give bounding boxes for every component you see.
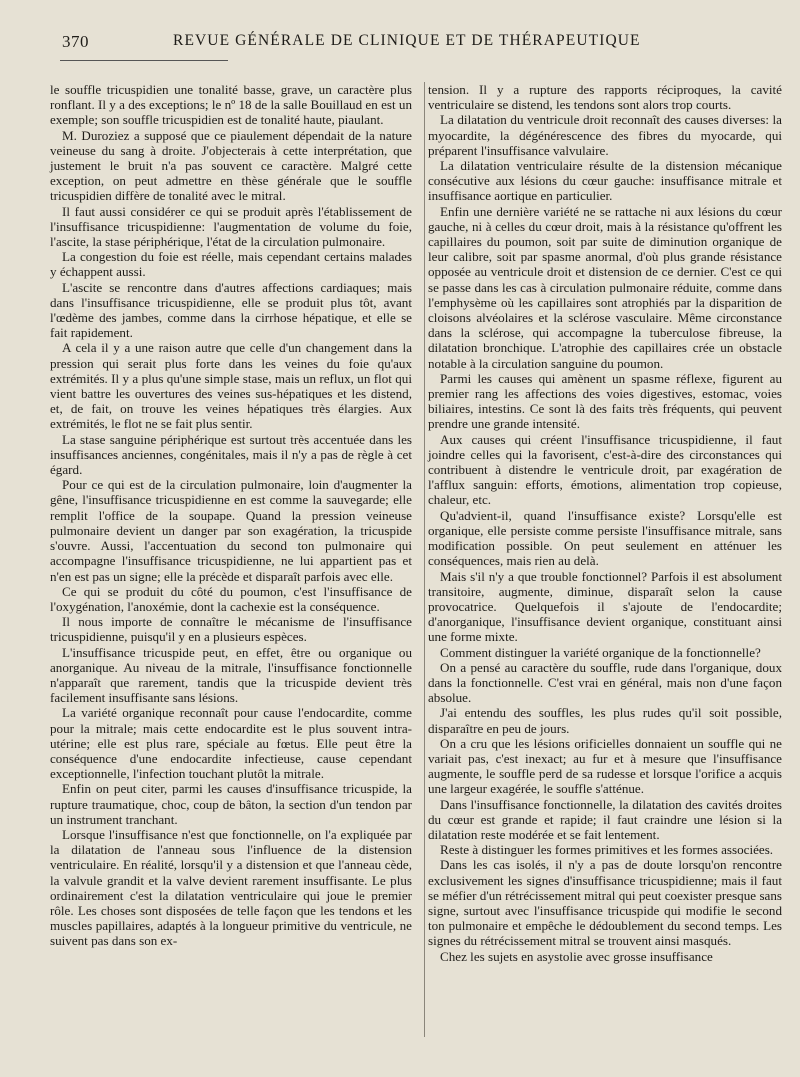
paragraph: Lorsque l'insuffisance n'est que fonctionnelle, on l'a expliquée par la dilatation de l'anneau sous l'influence de la distension ventriculaire. En réalité, lorsqu'il y a distension et que l'anneau cède, la valvule grandit et la valve devient rarement insuffisante. Le plus ordinairement c'est la dilatation ventriculaire qui joue le premier rôle. Les choses sont disposées de telle façon que les tendons et les muscles papillaires, adaptés à la longueur primitive du ventricule, ne suivent pas dans son ex- bbox=[50, 826, 412, 949]
paragraph: La stase sanguine périphérique est surtout très accentuée dans les insuffisances anciennes, congénitales, mais il n'y a pas de règle à cet égard. bbox=[50, 431, 412, 478]
paragraph: Enfin une dernière variété ne se rattache ni aux lésions du cœur gauche, ni à celles du cœur droit, mais à la résistance qu'offrent les capillaires du poumon, soit par suite de diminution organique de leur calibre, soit par spasme anormal, d'où plus grande résistance opposée au ventricule droit et distension de ce dernier. C'est ce qui se passe dans les cas à circulation pulmonaire réduite, comme dans l'emphysème où les capillaires sont atrophiés par la disparition de cloisons alvéolaires et la sclérose vasculaire. Même circonstance dans la sclérose, qui accompagne la tuberculose fibreuse, la dilatation bronchique. L'atrophie des capillaires crée un obstacle notable à la circulation sanguine du poumon. bbox=[428, 203, 782, 371]
paragraph: Il nous importe de connaître le mécanisme de l'insuffisance tricuspidienne, puisqu'il y en a plusieurs espèces. bbox=[50, 614, 412, 645]
paragraph: M. Duroziez a supposé que ce piaulement dépendait de la nature veineuse du sang à droite. J'objecterais à cette interprétation, que justement le bruit n'a pas souvent ce caractère. Malgré cette exception, on peut admettre en thèse générale que le souffle tricuspidien diffère de tonalité avec le mitral. bbox=[50, 127, 412, 204]
paragraph: La dilatation ventriculaire résulte de la distension mécanique consécutive aux lésions du cœur gauche: insuffisance mitrale et insuffisance aortique en particulier. bbox=[428, 158, 782, 204]
paragraph: A cela il y a une raison autre que celle d'un changement dans la pression qui serait plus forte dans les veines du foie qu'aux extrémités. Il y a plus qu'une simple stase, mais un reflux, un flot qui vient battre les ouvertures des veines sus-hépatiques et les distend, et, de fait, on trouve les veines hépatiques très élargies. Aux extrémités, le flot ne se fait plus sentir. bbox=[50, 340, 412, 432]
column-divider bbox=[424, 82, 425, 1037]
right-column bbox=[428, 82, 782, 964]
left-column bbox=[50, 82, 412, 949]
paragraph: Aux causes qui créent l'insuffisance tricuspidienne, il faut joindre celles qui la favorisent, c'est-à-dire des circonstances qui contribuent à distendre le ventricule droit, par exagération de l'afflux sanguin: efforts, émotions, alimentation trop copieuse, chaleur, etc. bbox=[428, 431, 782, 508]
paragraph: J'ai entendu des souffles, les plus rudes qu'il soit possible, disparaître en peu de jours. bbox=[428, 705, 782, 736]
journal-title: REVUE GÉNÉRALE DE CLINIQUE ET DE THÉRAPEUTIQUE bbox=[173, 32, 641, 49]
paragraph: tension. Il y a rupture des rapports réciproques, la cavité ventriculaire se distend, les tendons sont alors trop courts. bbox=[428, 82, 782, 113]
paragraph: Parmi les causes qui amènent un spasme réflexe, figurent au premier rang les affections des voies digestives, estomac, voies biliaires, intestins. Ce sont là des faits très fréquents, qui peuvent prendre une grande intensité. bbox=[428, 370, 782, 432]
paragraph: La variété organique reconnaît pour cause l'endocardite, comme pour la mitrale; mais cette endocardite est le plus souvent intra-utérine; elle est plus rare, spéciale au fœtus. Elle peut être la conséquence d'une endocardite infectieuse, cause cependant exceptionnelle, l'infection touchant plutôt la mitrale. bbox=[50, 705, 412, 782]
paragraph: Pour ce qui est de la circulation pulmonaire, loin d'augmenter la gêne, l'insuffisance tricuspidienne en est comme la sauvegarde; elle remplit l'office de la soupape. Quand la pression veineuse pulmonaire devient un danger par son exagération, la tricuspide s'ouvre. Aussi, l'accentuation du second ton pulmonaire qui accompagne l'insuffisance tricuspidienne, ne lui appartient pas et n'en est pas un signe; elle la précède et disparaît parfois avec elle. bbox=[50, 477, 412, 584]
paragraph: Chez les sujets en asystolie avec grosse insuffisance bbox=[440, 948, 713, 964]
paragraph: On a cru que les lésions orificielles donnaient un souffle qui ne variait pas, c'est inexact; au fur et à mesure que l'insuffisance augmente, le souffle perd de sa rudesse et lorsque l'orifice a acquis une largeur exagérée, le souffle s'atténue. bbox=[428, 735, 782, 797]
paragraph: L'insuffisance tricuspide peut, en effet, être ou organique ou anorganique. Au niveau de la mitrale, l'insuffisance fonctionnelle n'apparaît que rarement, tandis que la tricuspide devient très facilement insuffisante sans lésions. bbox=[50, 644, 412, 706]
paragraph: Reste à distinguer les formes primitives et les formes associées. bbox=[440, 842, 774, 858]
paragraph: Dans les cas isolés, il n'y a pas de doute lorsqu'on rencontre exclusivement les signes d'insuffisance tricuspidienne; mais il faut se méfier d'un rétrécissement mitral qui peut coexister presque sans signe, surtout avec l'insuffisance tricuspide qui modifie le second ton pulmonaire et empêche le dédoublement du second temps. Les signes du rétrécissement mitral se trouvent ainsi masqués. bbox=[428, 857, 782, 949]
paragraph: Enfin on peut citer, parmi les causes d'insuffisance tricuspide, la rupture traumatique, choc, coup de bâton, la section d'un tendon par un instrument tranchant. bbox=[50, 781, 412, 827]
paragraph: Comment distinguer la variété organique de la fonctionnelle? bbox=[440, 644, 761, 660]
paragraph: Qu'advient-il, quand l'insuffisance existe? Lorsqu'elle est organique, elle persiste comme persiste l'insuffisance mitrale, sans modification possible. On peut seulement en atténuer les conséquences, mais rien au delà. bbox=[428, 507, 782, 569]
header-rule bbox=[60, 60, 228, 61]
paragraph: Dans l'insuffisance fonctionnelle, la dilatation des cavités droites du cœur est grande et rapide; il faut craindre une lésion si la dilatation reste modérée et se fait lentement. bbox=[428, 796, 782, 842]
paragraph: L'ascite se rencontre dans d'autres affections cardiaques; mais dans l'insuffisance tricuspidienne, elle se produit plus tôt, avant l'œdème des jambes, comme dans la cirrhose hépatique, et elle se fait rapidement. bbox=[50, 279, 412, 341]
paragraph: On a pensé au caractère du souffle, rude dans l'organique, doux dans la fonctionnelle. C'est vrai en général, mais non d'une façon absolue. bbox=[428, 659, 782, 706]
paragraph: La dilatation du ventricule droit reconnaît des causes diverses: la myocardite, la dégénérescence des fibres du myocarde, qui préparent l'insuffisance valvulaire. bbox=[428, 112, 782, 158]
page-number: 370 bbox=[62, 32, 89, 51]
paragraph: Ce qui se produit du côté du poumon, c'est l'insuffisance de l'oxygénation, l'anoxémie, dont la cachexie est la conséquence. bbox=[50, 583, 412, 614]
paragraph: Mais s'il n'y a que trouble fonctionnel? Parfois il est absolument transitoire, augmente, diminue, disparaît selon la cause provocatrice. Quelquefois il s'ajoute de l'endocardite; d'anorganique, l'insuffisance devient organique, constituant ainsi une forme mixte. bbox=[428, 568, 782, 645]
paragraph: le souffle tricuspidien une tonalité basse, grave, un caractère plus ronflant. Il y a des exceptions; le nº 18 de la salle Bouillaud en est un exemple; son souffle tricuspidien est de tonalité haute, piaulant. bbox=[50, 82, 412, 128]
paragraph: La congestion du foie est réelle, mais cependant certains malades y échappent aussi. bbox=[50, 249, 412, 280]
paragraph: Il faut aussi considérer ce qui se produit après l'établissement de l'insuffisance tricuspidienne: l'augmentation de volume du foie, l'ascite, la stase périphérique, l'état de la circulation pulmonaire. bbox=[50, 203, 412, 250]
running-head bbox=[0, 32, 800, 54]
